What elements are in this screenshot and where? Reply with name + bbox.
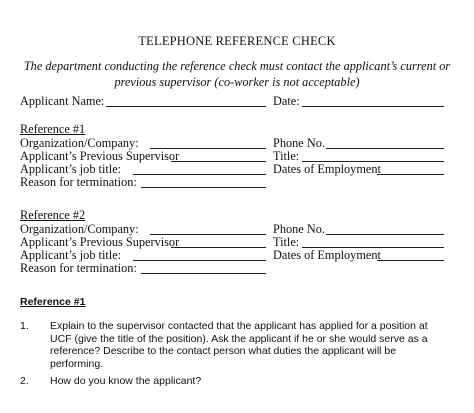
ref2-phone-field[interactable] — [326, 234, 444, 235]
intro-line-1: The department conducting the reference check must contact the applicant’s current or — [23, 59, 451, 73]
questions-heading: Reference #1 — [20, 296, 86, 308]
ref2-title-label: Title: — [273, 235, 300, 249]
ref2-dates-field[interactable] — [377, 260, 444, 261]
question-2-text: How do you know the applicant? — [50, 375, 202, 387]
ref1-dates-field[interactable] — [377, 174, 444, 175]
ref2-supervisor-field[interactable] — [171, 247, 266, 248]
question-1-text: Explain to the supervisor contacted that the applicant has applied for a position at UCF (give the title of the position). Ask the applicant if he or she would serve as a reference? Describe to the contact person what duties the applicant will be performing. — [50, 320, 428, 370]
reference-2-heading: Reference #2 — [20, 208, 86, 222]
date-field[interactable] — [302, 106, 444, 107]
ref2-job-title-label: Applicant’s job title: — [20, 248, 122, 262]
reference-1-heading: Reference #1 — [20, 122, 86, 136]
ref1-supervisor-label: Applicant’s Previous Supervisor — [20, 149, 180, 163]
ref1-dates-label: Dates of Employment — [273, 162, 381, 176]
ref1-phone-field[interactable] — [326, 148, 444, 149]
date-label: Date: — [273, 94, 300, 108]
ref2-job-title-field[interactable] — [133, 260, 266, 261]
ref1-termination-field[interactable] — [141, 187, 266, 188]
ref2-dates-label: Dates of Employment — [273, 248, 381, 262]
ref2-termination-label: Reason for termination: — [20, 261, 137, 275]
ref2-supervisor-label: Applicant’s Previous Supervisor — [20, 235, 180, 249]
ref2-phone-label: Phone No. — [273, 222, 325, 236]
form-title: TELEPHONE REFERENCE CHECK — [138, 34, 336, 48]
applicant-name-label: Applicant Name: — [20, 94, 105, 108]
ref1-title-label: Title: — [273, 149, 300, 163]
ref1-phone-label: Phone No. — [273, 136, 325, 150]
ref1-termination-label: Reason for termination: — [20, 175, 137, 189]
ref2-org-label: Organization/Company: — [20, 222, 139, 236]
ref2-termination-field[interactable] — [141, 273, 266, 274]
applicant-name-field[interactable] — [106, 106, 266, 107]
ref1-supervisor-field[interactable] — [171, 161, 266, 162]
question-1-number: 1. — [20, 320, 29, 332]
ref1-org-label: Organization/Company: — [20, 136, 139, 150]
intro-line-2: previous supervisor (co-worker is not acceptable) — [114, 75, 360, 89]
question-2-number: 2. — [20, 375, 29, 387]
ref1-job-title-field[interactable] — [133, 174, 266, 175]
ref1-job-title-label: Applicant’s job title: — [20, 162, 122, 176]
